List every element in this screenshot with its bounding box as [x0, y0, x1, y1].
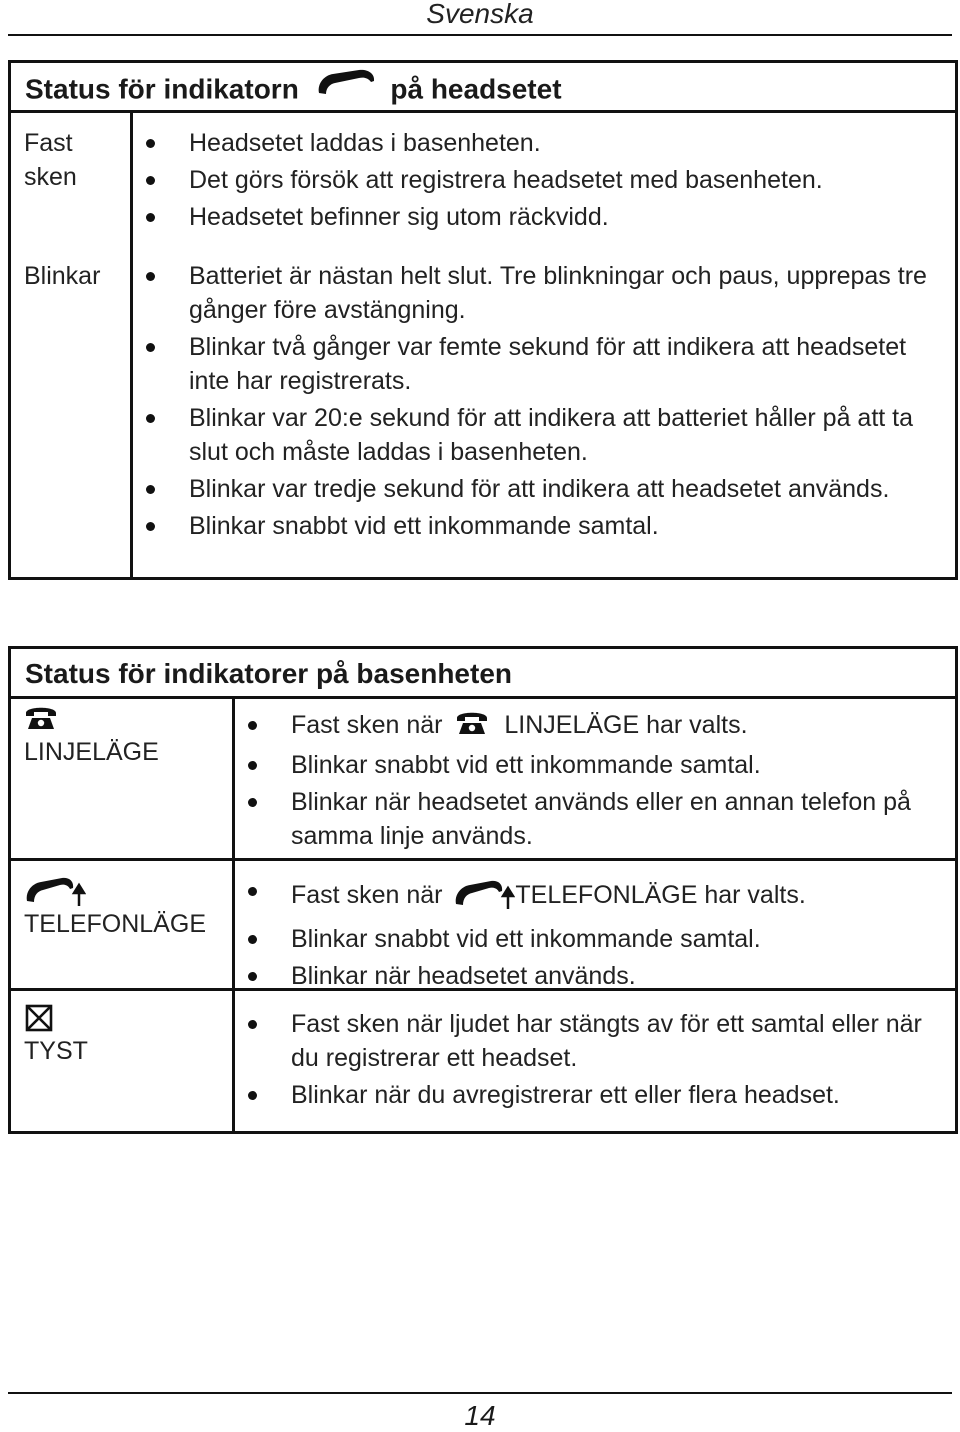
list-item: Blinkar var tredje sekund för att indikera att headsetet används.: [189, 472, 949, 506]
row-label-fast-sken: Fast sken: [24, 129, 77, 191]
list-item: Blinkar när headsetet används.: [291, 959, 951, 993]
linjelage-list: [291, 708, 951, 853]
column-divider: [232, 699, 235, 1131]
row-label-blinkar: Blinkar: [24, 262, 101, 290]
item-text: Fast sken när: [291, 881, 443, 910]
row-label-telefonlage: TELEFONLÄGE: [24, 910, 206, 938]
base-status-title: Status för indikatorer på basenheten: [11, 649, 955, 699]
desk-phone-icon: [455, 708, 489, 745]
list-item: Headsetet laddas i basenheten.: [189, 126, 949, 160]
row-label-linjelage: LINJELÄGE: [24, 738, 159, 766]
list-item: Fast sken när ljudet har stängts av för ett samtal eller när du registrerar ett headset.: [291, 1007, 951, 1075]
title-text-after: på headsetet: [390, 73, 562, 105]
list-item: Blinkar när headsetet används eller en annan telefon på samma linje används.: [291, 785, 951, 853]
list-item: Headsetet befinner sig utom räckvidd.: [189, 200, 949, 234]
blinkar-list: [189, 259, 949, 543]
bottom-rule: [8, 1392, 952, 1394]
list-item: Blinkar var 20:e sekund för att indikera att batteriet håller på att ta slut och måste laddas i basenheten.: [189, 401, 949, 469]
fast-sken-list: [189, 126, 949, 234]
handset-arrow-icon: [453, 874, 515, 919]
headset-status-table: [8, 60, 958, 580]
row-divider: [11, 858, 955, 861]
page-number: 14: [464, 1400, 496, 1431]
list-item: Det görs försök att registrera headsetet med basenheten.: [189, 163, 949, 197]
title-text-before: Status för indikatorn: [25, 73, 299, 105]
list-item: Blinkar snabbt vid ett inkommande samtal.: [291, 748, 951, 782]
list-item: [291, 708, 951, 745]
list-item: Batteriet är nästan helt slut. Tre blinkningar och paus, upprepas tre gånger före avstängning.: [189, 259, 949, 327]
telefonlage-list: [291, 874, 951, 993]
list-item: [291, 874, 951, 919]
item-text: Fast sken när: [291, 711, 443, 740]
item-text: LINJELÄGE har valts.: [504, 711, 748, 740]
list-item: Blinkar snabbt vid ett inkommande samtal.: [189, 509, 949, 543]
top-rule: [8, 34, 952, 36]
base-status-table: [8, 646, 958, 1134]
list-item: Blinkar snabbt vid ett inkommande samtal.: [291, 922, 951, 956]
column-divider: [130, 113, 133, 577]
tyst-list: [291, 1007, 951, 1112]
language-label: Svenska: [426, 0, 534, 29]
list-item: Blinkar två gånger var femte sekund för att indikera att headsetet inte har registrerats.: [189, 330, 949, 398]
row-label-tyst: TYST: [24, 1037, 88, 1065]
list-item: Blinkar när du avregistrerar ett eller flera headset.: [291, 1078, 951, 1112]
item-text: TELEFONLÄGE har valts.: [515, 881, 806, 910]
headset-status-title: [11, 63, 955, 113]
handset-icon: [315, 65, 377, 115]
